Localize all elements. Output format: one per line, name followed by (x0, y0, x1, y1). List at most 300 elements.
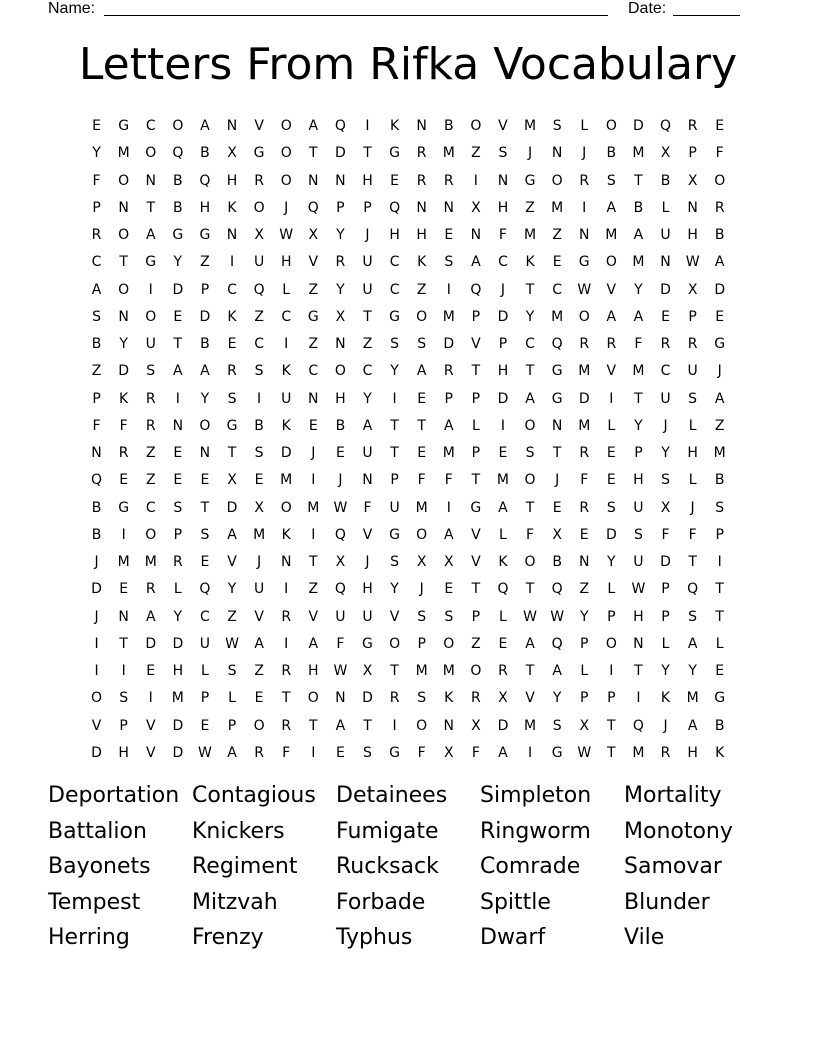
word-list-row (48, 885, 768, 921)
grid-letter: O (470, 118, 482, 134)
grid-letter: W (685, 254, 700, 271)
grid-letter: X (498, 690, 508, 707)
grid-letter: I (257, 390, 262, 407)
grid-letter: K (227, 199, 237, 216)
grid-letter: P (715, 526, 724, 543)
word-list-item: Contagious (192, 783, 316, 808)
grid-letter: P (336, 199, 345, 216)
grid-letter: R (91, 227, 102, 243)
grid-letter: Q (334, 526, 346, 543)
grid-letter: N (578, 227, 590, 243)
grid-letter: M (524, 717, 537, 734)
grid-letter: N (497, 172, 509, 189)
grid-letter: C (145, 118, 156, 134)
grid-letter: F (661, 526, 670, 543)
grid-letter: X (471, 199, 481, 216)
word-list-item: Deportation (48, 783, 180, 808)
grid-letter: J (663, 717, 668, 734)
grid-letter: I (229, 254, 235, 271)
grid-letter: M (686, 690, 699, 707)
grid-letter: L (607, 581, 616, 598)
grid-letter: Y (200, 390, 210, 407)
grid-letter: N (660, 254, 671, 271)
grid-letter: E (308, 417, 318, 434)
grid-letter: O (145, 145, 157, 162)
grid-letter: X (362, 663, 373, 679)
grid-letter: F (282, 744, 291, 761)
grid-letter: E (227, 336, 237, 352)
grid-letter: L (688, 417, 697, 434)
grid-letter: N (199, 445, 211, 461)
grid-letter: I (311, 744, 316, 761)
word-list (48, 778, 768, 956)
word-list-item: Comrade (480, 854, 581, 880)
grid-letter: R (579, 336, 590, 352)
grid-letter: F (471, 744, 480, 761)
grid-letter: Y (390, 363, 399, 380)
grid-letter: N (308, 172, 319, 189)
grid-letter: M (442, 445, 455, 461)
grid-letter: S (715, 499, 725, 516)
grid-letter: M (442, 663, 455, 679)
grid-letter: E (173, 472, 183, 489)
grid-letter: R (579, 172, 590, 189)
grid-letter: R (606, 336, 617, 352)
grid-letter: T (417, 417, 426, 434)
grid-letter: L (201, 663, 209, 679)
grid-letter: A (335, 717, 346, 734)
grid-letter: G (145, 254, 157, 271)
grid-letter: X (335, 554, 346, 570)
grid-letter: S (146, 363, 156, 380)
grid-letter: H (362, 172, 373, 189)
grid-letter: O (145, 526, 157, 543)
grid-letter: G (118, 118, 130, 134)
grid-letter: U (281, 390, 292, 407)
grid-letter: P (173, 526, 183, 543)
date-field[interactable] (673, 15, 740, 16)
grid-letter: N (551, 145, 563, 162)
grid-letter: E (254, 690, 264, 707)
grid-letter: R (145, 417, 156, 434)
grid-letter: T (363, 308, 372, 325)
grid-letter: V (389, 608, 400, 625)
grid-letter: P (661, 581, 670, 598)
grid-letter: Z (227, 608, 237, 625)
grid-letter: B (660, 172, 671, 189)
grid-letter: N (280, 554, 292, 570)
grid-letter: J (365, 554, 370, 570)
grid-letter: K (660, 690, 671, 707)
grid-letter: D (362, 690, 373, 707)
grid-letter: O (118, 172, 130, 189)
grid-letter: T (471, 363, 481, 380)
grid-letter: A (525, 635, 535, 652)
grid-letter: P (200, 690, 210, 707)
grid-letter: Q (470, 281, 482, 298)
grid-letter: Z (471, 635, 481, 652)
grid-letter: V (606, 281, 617, 298)
grid-letter: O (416, 308, 428, 325)
grid-letter: F (688, 526, 697, 543)
grid-row (83, 576, 733, 603)
grid-letter: B (200, 145, 210, 162)
grid-row (83, 358, 733, 385)
grid-letter: R (660, 336, 671, 352)
grid-letter: M (713, 445, 726, 461)
grid-letter: N (145, 172, 156, 189)
grid-letter: O (470, 663, 482, 679)
word-list-item: Blunder (624, 889, 710, 915)
grid-letter: C (281, 308, 292, 325)
grid-letter: H (687, 445, 698, 461)
grid-row (83, 549, 733, 576)
grid-letter: V (471, 526, 481, 543)
grid-letter: E (146, 663, 156, 679)
grid-letter: P (227, 717, 237, 734)
grid-letter: O (714, 172, 726, 189)
grid-letter: S (688, 390, 698, 407)
grid-letter: T (634, 663, 643, 679)
grid-letter: H (633, 608, 644, 625)
grid-letter: E (498, 635, 508, 652)
grid-letter: T (607, 744, 616, 761)
grid-letter: M (551, 308, 564, 325)
grid-letter: X (254, 227, 264, 243)
grid-letter: U (633, 499, 644, 516)
grid-letter: Y (579, 608, 589, 625)
grid-letter: D (714, 281, 726, 298)
grid-letter: I (94, 635, 99, 652)
grid-letter: N (335, 336, 346, 352)
grid-letter: S (661, 472, 670, 489)
grid-letter: Y (336, 281, 345, 298)
grid-letter: U (199, 635, 211, 652)
grid-letter: I (148, 281, 153, 298)
grid-letter: U (362, 445, 373, 461)
grid-letter: A (362, 417, 373, 434)
grid-letter: L (715, 635, 724, 652)
grid-letter: G (389, 145, 400, 162)
grid-letter: S (552, 717, 562, 734)
grid-letter: Z (308, 581, 319, 598)
grid-letter: A (416, 363, 427, 380)
grid-letter: L (661, 199, 670, 216)
grid-letter: A (443, 526, 454, 543)
grid-letter: S (363, 744, 372, 761)
grid-letter: R (172, 554, 183, 570)
grid-letter: B (200, 336, 210, 352)
grid-letter: D (497, 717, 509, 734)
grid-letter: A (606, 308, 617, 325)
grid-letter: Z (254, 308, 264, 325)
name-label: Name: (48, 0, 96, 17)
grid-letter: E (606, 445, 616, 461)
grid-letter: I (121, 526, 126, 543)
grid-letter: Y (390, 581, 399, 598)
grid-letter: P (607, 690, 616, 707)
grid-letter: H (172, 663, 184, 679)
grid-letter: B (335, 417, 346, 434)
grid-row (83, 658, 733, 685)
grid-letter: W (577, 281, 592, 298)
grid-letter: V (91, 717, 102, 734)
word-list-item: Vile (624, 925, 665, 951)
grid-letter: P (92, 390, 101, 407)
grid-letter: R (281, 608, 292, 625)
grid-letter: L (471, 417, 480, 434)
grid-letter: U (362, 608, 373, 625)
grid-letter: N (118, 308, 129, 325)
grid-letter: B (91, 499, 102, 516)
grid-letter: G (389, 526, 400, 543)
grid-letter: I (284, 336, 289, 352)
grid-letter: S (227, 663, 237, 679)
grid-letter: I (175, 390, 180, 407)
grid-letter: X (552, 526, 562, 543)
grid-letter: S (525, 445, 535, 461)
grid-letter: K (227, 308, 237, 325)
grid-letter: O (280, 145, 292, 162)
grid-letter: Z (416, 281, 427, 298)
grid-letter: O (172, 118, 184, 134)
grid-letter: P (390, 472, 399, 489)
grid-letter: A (633, 227, 644, 243)
grid-letter: A (145, 227, 156, 243)
grid-letter: J (555, 472, 560, 489)
grid-letter: O (145, 308, 157, 325)
grid-letter: F (444, 472, 453, 489)
grid-letter: I (365, 118, 370, 134)
grid-letter: D (91, 744, 102, 761)
grid-letter: P (417, 635, 426, 652)
grid-letter: D (633, 118, 644, 134)
grid-letter: I (446, 499, 451, 516)
grid-letter: O (118, 227, 130, 243)
grid-letter: T (715, 608, 724, 625)
grid-letter: A (308, 635, 319, 652)
grid-letter: M (307, 499, 320, 516)
grid-letter: O (605, 118, 617, 134)
grid-letter: A (498, 744, 508, 761)
word-list-item: Tempest (48, 889, 141, 915)
grid-letter: L (173, 581, 182, 598)
grid-letter: I (121, 663, 126, 679)
grid-letter: D (497, 308, 509, 325)
grid-letter: X (335, 308, 346, 325)
grid-letter: I (284, 581, 289, 598)
grid-row (83, 604, 733, 631)
grid-letter: P (471, 308, 481, 325)
grid-letter: U (145, 336, 156, 352)
grid-letter: T (471, 581, 481, 598)
grid-letter: V (606, 363, 617, 380)
grid-letter: O (605, 254, 617, 271)
grid-letter: P (688, 308, 697, 325)
grid-letter: O (253, 199, 265, 216)
grid-letter: H (335, 390, 346, 407)
word-list-item: Simpleton (480, 783, 592, 808)
grid-letter: M (551, 199, 564, 216)
grid-letter: G (226, 417, 238, 434)
grid-letter: A (308, 118, 319, 134)
grid-letter: E (444, 227, 454, 243)
grid-letter: T (227, 445, 237, 461)
grid-letter: Z (254, 663, 264, 679)
grid-letter: N (470, 227, 482, 243)
grid-letter: G (714, 336, 726, 352)
grid-letter: T (715, 581, 724, 598)
grid-letter: X (579, 717, 590, 734)
grid-letter: I (311, 526, 316, 543)
grid-letter: D (199, 308, 211, 325)
word-list-item: Samovar (624, 854, 722, 880)
grid-letter: V (308, 608, 319, 625)
grid-letter: S (688, 608, 698, 625)
grid-letter: E (200, 554, 210, 570)
grid-row (83, 740, 733, 767)
grid-letter: Q (551, 336, 563, 352)
grid-letter: O (443, 635, 455, 652)
grid-letter: P (200, 281, 210, 298)
grid-letter: G (172, 227, 184, 243)
grid-letter: Q (660, 118, 672, 134)
grid-row (83, 249, 733, 276)
grid-letter: E (552, 499, 562, 516)
grid-letter: U (660, 227, 671, 243)
grid-letter: B (633, 199, 644, 216)
grid-letter: N (362, 472, 373, 489)
grid-letter: R (281, 663, 292, 679)
grid-letter: S (173, 499, 183, 516)
grid-letter: S (444, 608, 454, 625)
grid-letter: N (118, 608, 129, 625)
grid-letter: U (687, 363, 698, 380)
grid-letter: T (552, 445, 562, 461)
grid-letter: Q (91, 472, 103, 489)
grid-letter: X (443, 744, 454, 761)
grid-letter: S (227, 390, 237, 407)
grid-letter: R (145, 581, 156, 598)
grid-letter: G (551, 363, 563, 380)
grid-letter: X (416, 554, 427, 570)
grid-letter: N (118, 199, 129, 216)
grid-letter: K (281, 526, 291, 543)
grid-letter: G (524, 172, 536, 189)
grid-letter: M (524, 227, 537, 243)
grid-letter: O (524, 417, 536, 434)
grid-letter: I (500, 417, 506, 434)
grid-letter: T (119, 254, 128, 271)
grid-letter: M (280, 472, 293, 489)
grid-letter: T (525, 663, 535, 679)
grid-letter: D (172, 744, 184, 761)
grid-letter: Z (308, 336, 319, 352)
grid-letter: Z (579, 581, 590, 598)
grid-letter: W (577, 744, 592, 761)
grid-letter: D (226, 499, 238, 516)
grid-letter: L (580, 118, 589, 134)
grid-letter: G (118, 499, 130, 516)
grid-row (83, 331, 733, 358)
grid-letter: S (417, 608, 427, 625)
grid-letter: E (119, 472, 129, 489)
grid-letter: E (715, 118, 725, 134)
grid-letter: D (172, 635, 184, 652)
grid-row (83, 195, 733, 222)
grid-letter: E (661, 308, 670, 325)
grid-letter: R (470, 690, 481, 707)
grid-letter: H (118, 744, 129, 761)
grid-letter: Z (308, 281, 319, 298)
grid-letter: R (227, 363, 237, 380)
grid-letter: P (471, 608, 481, 625)
grid-letter: S (633, 526, 643, 543)
grid-letter: O (524, 472, 536, 489)
grid-letter: J (419, 581, 424, 598)
grid-letter: T (281, 690, 291, 707)
grid-letter: X (687, 281, 698, 298)
grid-letter: B (173, 172, 183, 189)
grid-letter: A (254, 635, 264, 652)
grid-letter: Z (91, 363, 102, 380)
word-list-item: Mortality (624, 783, 722, 808)
grid-letter: T (688, 554, 697, 570)
grid-letter: R (335, 254, 346, 271)
grid-letter: J (94, 554, 99, 570)
grid-letter: X (227, 472, 237, 489)
grid-letter: P (580, 690, 589, 707)
grid-letter: N (308, 390, 319, 407)
grid-letter: C (552, 281, 563, 298)
grid-letter: E (444, 581, 454, 598)
grid-letter: C (389, 254, 400, 271)
grid-letter: X (227, 145, 237, 162)
grid-letter: E (579, 526, 589, 543)
grid-letter: I (446, 281, 451, 298)
grid-letter: P (498, 336, 508, 352)
grid-letter: Z (145, 472, 156, 489)
grid-letter: T (390, 417, 399, 434)
grid-letter: C (362, 363, 373, 380)
grid-letter: B (173, 199, 183, 216)
grid-letter: K (389, 118, 400, 134)
grid-letter: Z (552, 227, 562, 243)
grid-letter: K (525, 254, 535, 271)
grid-letter: D (118, 363, 130, 380)
grid-letter: C (498, 254, 508, 271)
name-field[interactable] (104, 15, 608, 16)
grid-row (83, 467, 733, 494)
grid-letter: H (633, 472, 644, 489)
grid-letter: M (117, 145, 130, 162)
grid-letter: A (443, 417, 454, 434)
grid-letter: N (172, 417, 184, 434)
grid-letter: U (389, 499, 400, 516)
grid-letter: T (634, 172, 643, 189)
grid-letter: T (525, 363, 535, 380)
grid-letter: J (663, 417, 668, 434)
grid-letter: O (307, 690, 319, 707)
grid-row (83, 413, 733, 440)
word-list-item: Frenzy (192, 925, 264, 951)
grid-letter: Y (661, 445, 670, 461)
grid-letter: N (226, 227, 238, 243)
grid-letter: Q (199, 581, 211, 598)
grid-letter: Q (334, 581, 346, 598)
grid-letter: A (498, 499, 508, 516)
grid-letter: F (498, 227, 507, 243)
